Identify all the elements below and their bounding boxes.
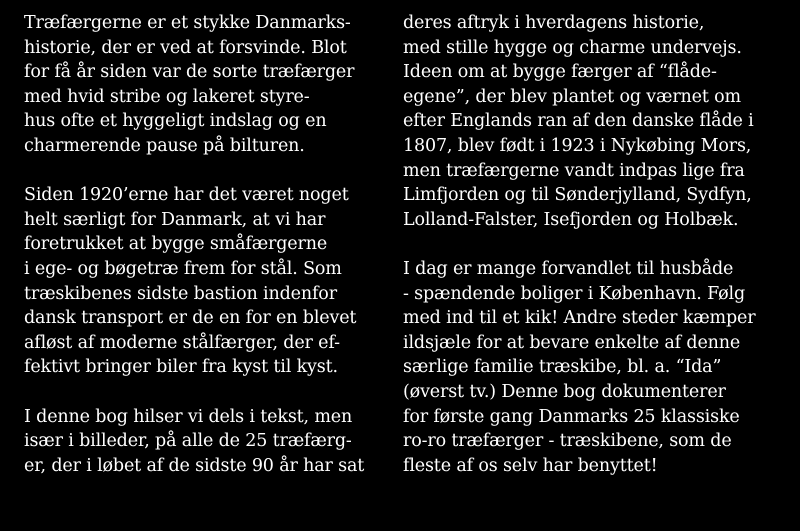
- text-line: charmerende pause på bilturen.: [24, 135, 305, 156]
- text-line: ro-ro træfærger - træskibene, som de: [403, 431, 732, 452]
- text-line: helt særligt for Danmark, at vi har: [24, 209, 326, 230]
- text-line: Træfærgerne er et stykke Danmarks-: [24, 13, 351, 33]
- text-line: ildsjæle for at bevare enkelte af denne: [403, 332, 741, 353]
- text-line: fleste af os selv har benyttet!: [403, 455, 658, 476]
- left-text-column: [24, 11, 394, 478]
- text-line: fektivt bringer biler fra kyst til kyst.: [24, 357, 338, 378]
- paragraph-gap: [24, 380, 394, 405]
- text-line: for få år siden var de sorte træfærger: [24, 62, 355, 83]
- text-line: hus ofte et hyggeligt indslag og en: [24, 111, 327, 132]
- text-line: med stille hygge og charme undervejs.: [403, 37, 742, 58]
- paragraph-gap: [24, 159, 394, 184]
- text-line: I denne bog hilser vi dels i tekst, men: [24, 406, 353, 427]
- text-line: egene”, der blev plantet og værnet om: [403, 86, 741, 107]
- text-line: i ege- og bøgetræ frem for stål. Som: [24, 258, 342, 279]
- paragraph-gap: [403, 232, 793, 257]
- text-line: efter Englands ran af den danske flåde i: [403, 111, 754, 132]
- text-line: med ind til et kik! Andre steder kæmper: [403, 308, 756, 329]
- text-line: deres aftryk i hverdagens historie,: [403, 13, 705, 33]
- text-line: Lolland-Falster, Isefjorden og Holbæk.: [403, 209, 739, 230]
- text-line: for første gang Danmarks 25 klassiske: [403, 406, 740, 427]
- text-line: er, der i løbet af de sidste 90 år har sat: [24, 455, 365, 476]
- text-line: særlige familie træskibe, bl. a. “Ida”: [403, 357, 722, 378]
- text-line: afløst af moderne stålfærger, der ef-: [24, 332, 340, 353]
- text-line: Ideen om at bygge færger af “flåde-: [403, 62, 717, 83]
- right-text-column: [403, 11, 793, 478]
- text-line: træskibenes sidste bastion indenfor: [24, 283, 337, 304]
- text-line: historie, der er ved at forsvinde. Blot: [24, 37, 347, 58]
- text-line: I dag er mange forvandlet til husbåde: [403, 258, 734, 279]
- text-line: (øverst tv.) Denne bog dokumenterer: [403, 381, 726, 402]
- text-line: især i billeder, på alle de 25 træfærg-: [24, 431, 352, 452]
- text-line: foretrukket at bygge småfærgerne: [24, 234, 328, 255]
- text-line: med hvid stribe og lakeret styre-: [24, 86, 310, 107]
- text-line: 1807, blev født i 1923 i Nykøbing Mors,: [403, 135, 752, 156]
- text-line: Siden 1920’erne har det været noget: [24, 185, 349, 206]
- text-line: - spændende boliger i København. Følg: [403, 283, 745, 304]
- text-line: dansk transport er de en for en blevet: [24, 308, 357, 329]
- text-line: men træfærgerne vandt indpas lige fra: [403, 160, 745, 181]
- text-line: Limfjorden og til Sønderjylland, Sydfyn,: [403, 185, 752, 206]
